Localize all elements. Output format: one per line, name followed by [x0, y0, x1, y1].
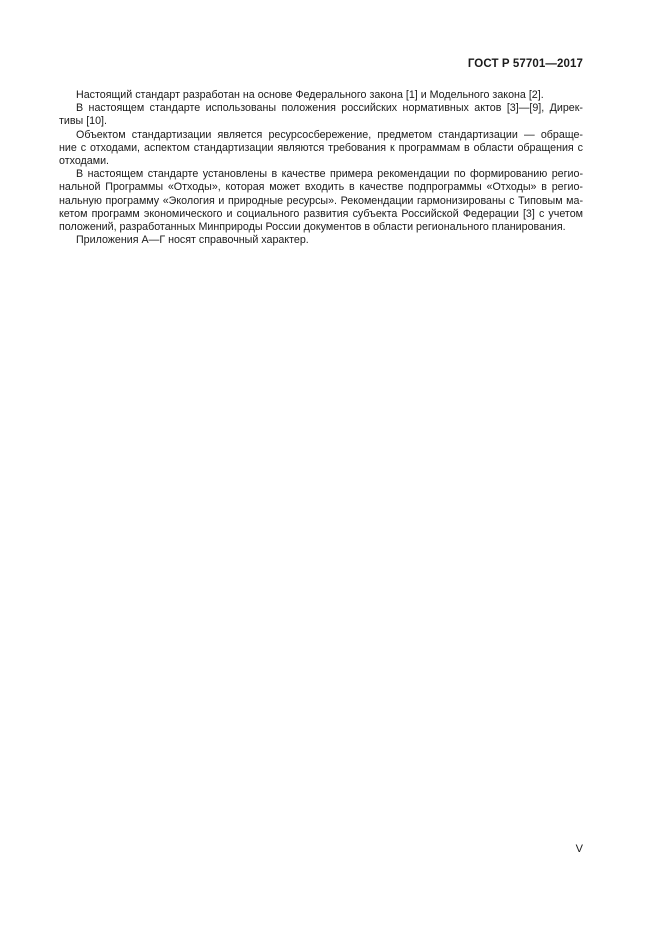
paragraph-line: Объектом стандартизации является ресурсосбережение, предметом стандартизации — обраще-	[76, 128, 583, 141]
paragraph-line: Настоящий стандарт разработан на основе Федерального закона [1] и Модельного закона [2].	[76, 89, 544, 101]
paragraph-line: В настоящем стандарте установлены в качестве примера рекомендации по формированию регио-	[76, 168, 583, 181]
paragraph-line: нальной Программы «Отходы», которая может входить в качестве подпрограммы «Отходы» в регио-	[59, 181, 583, 194]
paragraph-line: В настоящем стандарте использованы положения российских нормативных актов [3]—[9], Дирек-	[76, 102, 583, 115]
document-body	[59, 89, 583, 247]
paragraph-4	[59, 168, 583, 234]
paragraph-3	[59, 129, 583, 169]
paragraph-line: отходами.	[59, 155, 110, 168]
page-number: V	[575, 843, 583, 855]
paragraph-line: ние с отходами, аспектом стандартизации являются требования к программам в области обращения с	[59, 141, 583, 154]
paragraph-line: кетом программ экономического и социального развития субъекта Российской Федерации [3] с учетом	[59, 207, 583, 220]
document-header-standard-id: ГОСТ Р 57701—2017	[467, 58, 583, 70]
paragraph-line: Приложения А—Г носят справочный характер.	[76, 234, 309, 247]
paragraph-line: тивы [10].	[59, 115, 107, 128]
paragraph-5	[59, 234, 583, 247]
paragraph-line: нальную программу «Экология и природные ресурсы». Рекомендации гармонизированы с Типовым ма-	[59, 194, 583, 207]
paragraph-line: положений, разработанных Минприроды России документов в области регионального планирования.	[59, 221, 566, 234]
paragraph-1	[59, 89, 583, 102]
paragraph-2	[59, 102, 583, 128]
